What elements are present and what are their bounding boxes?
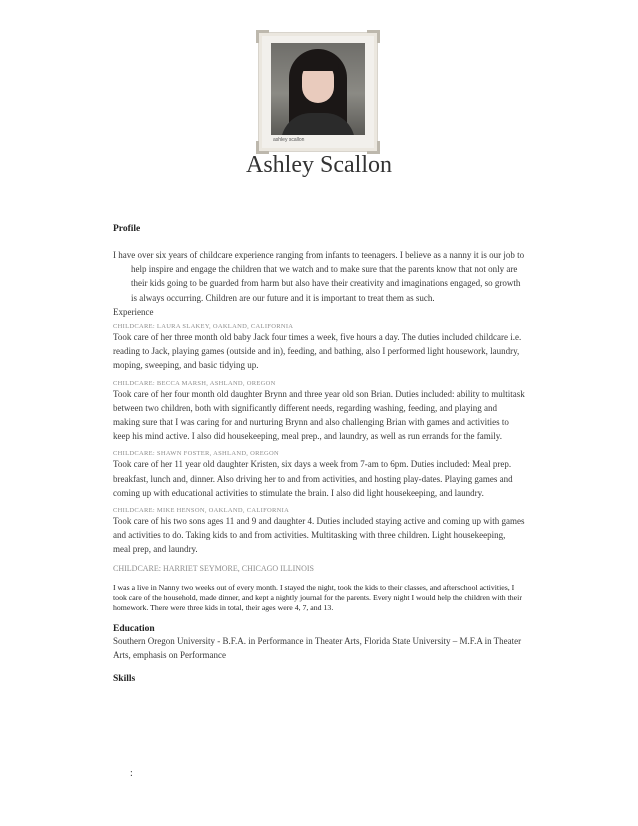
frame-corner — [256, 30, 269, 43]
profile-heading: Profile — [113, 224, 141, 234]
job-title: CHILDCARE: MIKE HENSON, OAKLAND, CALIFORNIA — [113, 507, 290, 515]
resume-name: Ashley Scallon — [246, 152, 392, 178]
job-description: I was a live in Nanny two weeks out of every month. I stayed the night, took the kids to their classes, and afterschool activities, I took care of the household, made dinner, and kept a nightly journal for the parents. Every night I would help the children with their homework. There were three kids in total, their ages were 4, 7, and 13. — [113, 582, 522, 612]
frame-corner — [367, 30, 380, 43]
portrait-photo — [271, 43, 365, 135]
portrait-frame — [258, 32, 378, 152]
job-description: Took care of his two sons ages 11 and 9 and daughter 4. Duties included staying active and coming up with games and activities to do. Taking kids to and from activities. Multitasking with three children. Light housekeeping, meal prep, and laundry. — [113, 516, 525, 555]
job-title: CHILDCARE: BECCA MARSH, ASHLAND, OREGON — [113, 379, 276, 387]
profile-text: I have over six years of childcare experience ranging from infants to teenagers. I believe as a nanny it is our job to help inspire and engage the children that we watch and to make sure that the parents know that not only are their kids going to be guarded from harm but also have their creativity and imaginations engaged, so growth is always occurring. Children are our future and it is important to treat them as such. — [113, 250, 525, 303]
job-description: Took care of her three month old baby Jack four times a week, five hours a day. The duties included childcare i.e. reading to Jack, playing games (outside and in), feeding, and bathing, also I performed light housework, laundry, moping, sweeping, and basic tidying up. — [113, 332, 522, 371]
footer-mark: : — [130, 768, 133, 779]
education-heading: Education — [113, 623, 155, 634]
job-title: CHILDCARE: HARRIET SEYMORE, CHICAGO ILLINOIS — [113, 563, 314, 573]
resume-body — [113, 224, 525, 684]
experience-heading: Experience — [113, 306, 154, 317]
education-text: Southern Oregon University - B.F.A. in Performance in Theater Arts, Florida State University – M.F.A in Theater Arts, emphasis on Performance — [113, 635, 522, 660]
skills-heading: Skills — [113, 674, 136, 685]
photo-caption: ashley scallon — [273, 137, 305, 143]
job-title: CHILDCARE: LAURA SLAKEY, OAKLAND, CALIFORNIA — [113, 323, 294, 331]
job-description: Took care of her 11 year old daughter Kristen, six days a week from 7-am to 6pm. Duties included: Meal prep. breakfast, lunch and, dinner. Also driving her to and from activities, and hosting play-dates. Playing games and coming up with educational activities to stimulate the brain. I also did light housekeeping, and laundry. — [113, 459, 513, 498]
job-title: CHILDCARE: SHAWN FOSTER, ASHLAND, OREGON — [113, 450, 280, 458]
job-description: Took care of her four month old daughter Brynn and three year old son Brian. Duties included: ability to multitask between two children, both with significantly different needs, regarding washing, feeding, and playing and making sure that I was caring for and nurturing Brynn and also challenging Brian with games and activities to keep his mind active. I also did housekeeping, meal prep., and laundry, as well as run errands for the family. — [113, 388, 525, 442]
